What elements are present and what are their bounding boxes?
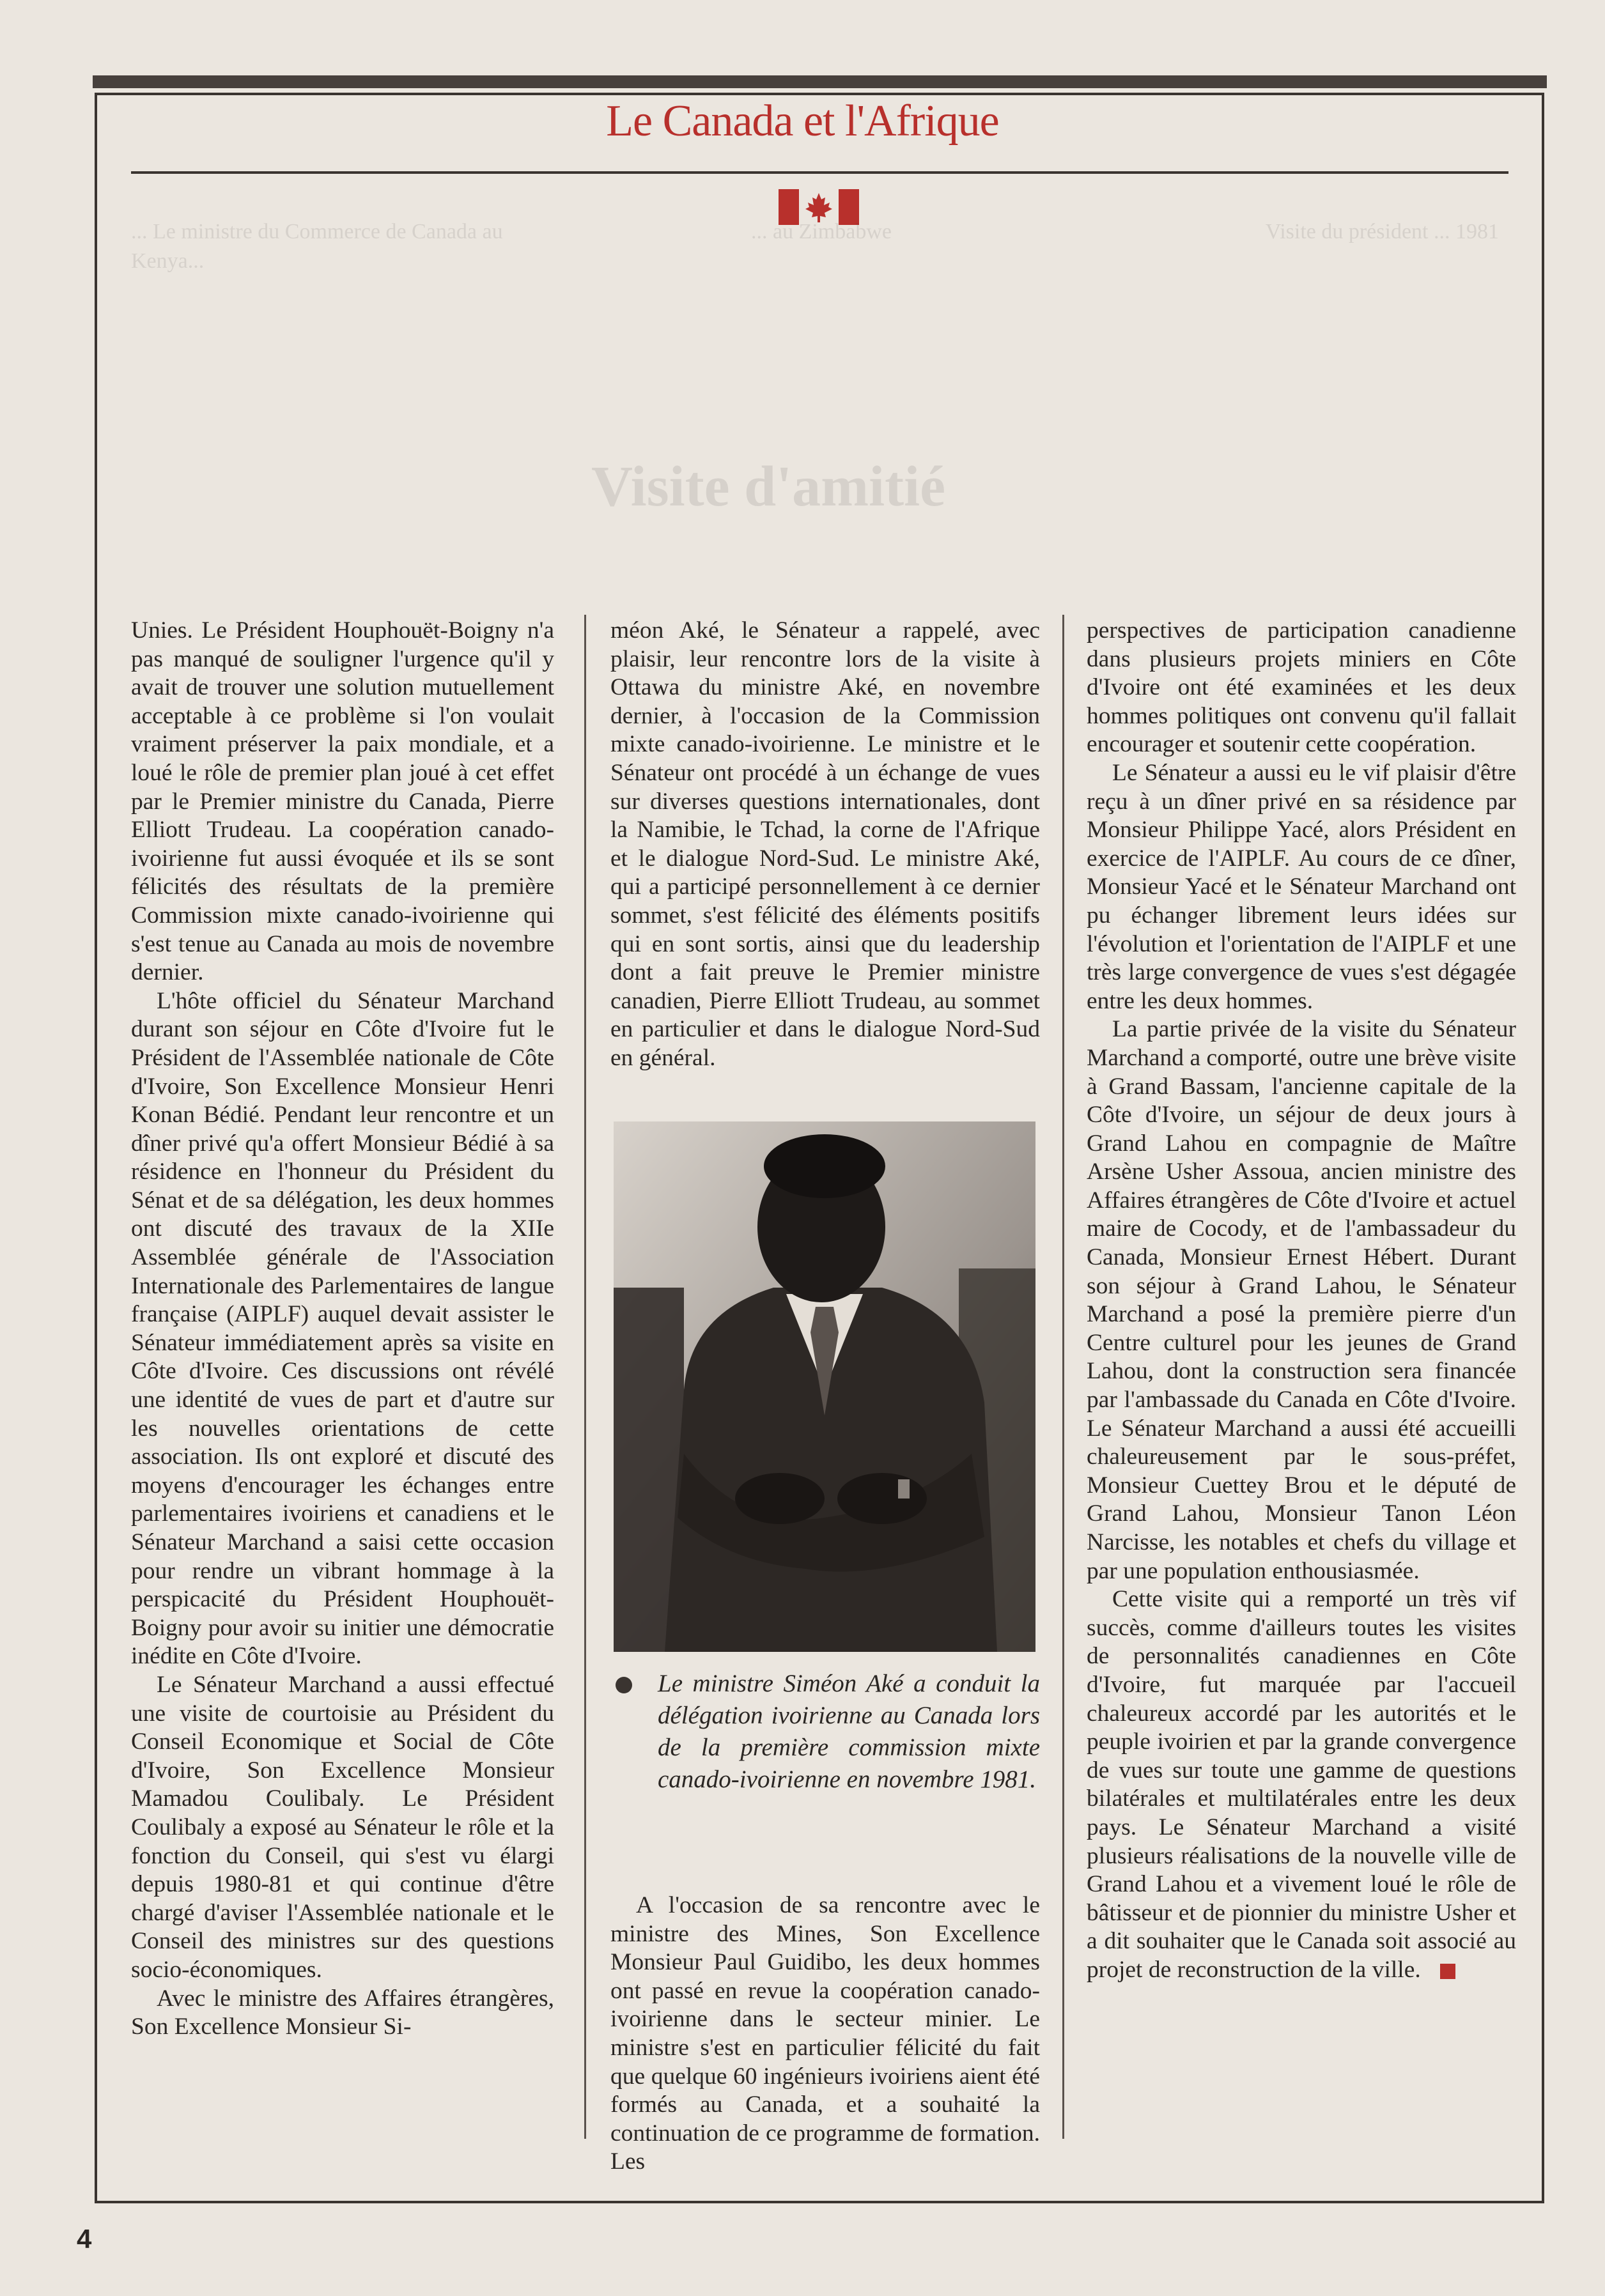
article-column-2-continued [610, 1892, 1040, 2177]
article-column-2 [610, 617, 1040, 1073]
article-column-1 [131, 617, 554, 2042]
portrait-photo [614, 1121, 1035, 1652]
photo-caption [610, 1668, 1040, 1796]
bleed-heading-center: ... au Zimbabwe [751, 220, 892, 243]
paragraph: La partie privée de la visite du Sénateur Marchand a comporté, outre une brève visite à Grand Bassam, l'ancienne capitale de la Côte d'Ivoire, un séjour de deux jours à Grand Lahou en compagnie de Maître Arsène Usher Assoua, ancien ministre des Affaires étrangères de Côte d'Ivoire et actuel maire de Cocody, et de l'ambassadeur du Canada, Monsieur Ernest Hébert. Durant son séjour à Grand Lahou, le Sénateur Marchand a posé la première pierre d'un Centre culturel pour les jeunes de Grand Lahou, dont la construction sera financée par l'ambassade du Canada en Côte d'Ivoire. Le Sénateur Marchand a aussi été accueilli chaleureusement par le sous-préfet, Monsieur Cuettey Brou et le député de Grand Lahou, Monsieur Tanon Léon Narcisse, les notables et chefs du village et par une population enthousiasmée. [1087, 1016, 1516, 1584]
bleed-title: Visite d'amitié [591, 455, 946, 518]
paragraph: Le Sénateur Marchand a aussi effectué une visite de courtoisie au Président du Conseil Economique et Social de Côte d'Ivoire, Son Excellence Monsieur Mamadou Coulibaly. Le Président Coulibaly a exposé au Sénateur le rôle et la fonction du Conseil, qui s'est vu élargi depuis 1980-81 et qui continue d'être chargé d'aviser l'Assemblée nationale et le Conseil des ministres sur des questions socio-économiques. [131, 1671, 554, 1983]
page-number: 4 [77, 2224, 92, 2254]
column-divider-left [584, 615, 586, 2139]
end-of-article-icon [1440, 1964, 1455, 1979]
column-divider-right [1062, 615, 1064, 2139]
final-paragraph-text: Cette visite qui a remporté un très vif succès, comme d'ailleurs toutes les visites de personnalités canadiennes en Côte d'Ivoire, fut marquée par l'accueil chaleureux accordé par les autorités et le peuple ivoirien et par la grande convergence de vues sur toute une gamme de questions bilatérales et multilatérales entre les deux pays. Le Sénateur Marchand a visité plusieurs réalisations de la nouvelle ville de Grand Lahou et a vivement loué le rôle de bâtisseur et de pionnier du ministre Usher et a dit souhaiter que le Canada soit associé au projet de reconstruction de la ville. [1087, 1586, 1516, 1983]
portrait-image [614, 1121, 1035, 1652]
top-border-bar [93, 75, 1547, 88]
paragraph: méon Aké, le Sénateur a rappelé, avec plaisir, leur rencontre lors de la visite à Ottawa du ministre Aké, en novembre dernier, à l'occasion de la Commission mixte canado-ivoirienne. Le ministre et le Sénateur ont procédé à un échange de vues sur diverses questions internationales, dont la Namibie, le Tchad, la corne de l'Afrique et le dialogue Nord-Sud. Le ministre Aké, qui a participé personnellement à ce dernier sommet, s'est félicité des éléments positifs qui en sont sortis, ainsi que du leadership dont a fait preuve le Premier ministre canadien, Pierre Elliott Trudeau, au sommet en particulier et dans le dialogue Nord-Sud en général. [610, 617, 1040, 1071]
paragraph: L'hôte officiel du Sénateur Marchand durant son séjour en Côte d'Ivoire fut le Président de l'Assemblée nationale de Côte d'Ivoire, Son Excellence Monsieur Henri Konan Bédié. Pendant leur rencontre et un dîner privé qu'a offert Monsieur Bédié à sa résidence en l'honneur du Président du Sénat et de sa délégation, les deux hommes ont discuté des travaux de la XIIe Assemblée générale de l'Association Internationale des Parlementaires de langue française (AIPLF) auquel devait assister le Sénateur immédiatement après sa visite en Côte d'Ivoire. Ces discussions ont révélé une identité de vues de part et d'autre sur les nouvelles orientations de cette association. Ils ont exploré et discuté des moyens d'encourager les échanges entre parlementaires ivoiriens et canadiens et le Sénateur Marchand a saisi cette occasion pour rendre un vibrant hommage à la perspicacité du Président Houphouët-Boigny pour avoir su initier une démocratie inédite en Côte d'Ivoire. [131, 987, 554, 1670]
paragraph: Avec le ministre des Affaires étrangères, Son Excellence Monsieur Si- [131, 1985, 554, 2040]
section-title: Le Canada et l'Afrique [606, 96, 999, 146]
bleed-heading-left: ... Le ministre du Commerce de Canada au Kenya... [131, 220, 503, 273]
canada-flag-icon [779, 189, 859, 225]
caption-text: Le ministre Siméon Aké a conduit la délégation ivoirienne au Canada lors de la première commission mixte canado-ivoirienne en novembre 1981. [658, 1670, 1040, 1793]
bleed-heading-right: Visite du président ... 1981 [1265, 220, 1499, 243]
caption-bullet-icon [616, 1677, 632, 1693]
header-rule [131, 171, 1508, 174]
paragraph [1087, 1585, 1516, 1984]
paragraph: A l'occasion de sa rencontre avec le ministre des Mines, Son Excellence Monsieur Paul Guidibo, les deux hommes ont passé en revue la coopération canado-ivoirienne dans le secteur minier. Le ministre s'est en particulier félicité du fait que quelque 60 ingénieurs ivoiriens aient été formés au Canada, et a souhaité la continuation de ce programme de formation. Les [610, 1892, 1040, 2175]
article-column-3 [1087, 617, 1516, 1985]
paragraph: Le Sénateur a aussi eu le vif plaisir d'être reçu à un dîner privé en sa résidence par Monsieur Philippe Yacé, alors Président en exercice de l'AIPLF. Au cours de ce dîner, Monsieur Yacé et le Sénateur Marchand ont pu échanger librement leurs idées sur l'évolution et l'orientation de l'AIPLF et une très large convergence de vues s'est dégagée entre les deux hommes. [1087, 759, 1516, 1014]
paragraph: perspectives de participation canadienne dans plusieurs projets miniers en Côte d'Ivoire ont été examinées et les deux hommes politiques ont convenu qu'il fallait encourager et soutenir cette coopération. [1087, 617, 1516, 758]
paragraph: Unies. Le Président Houphouët-Boigny n'a pas manqué de souligner l'urgence qu'il y avait de trouver une solution mutuellement acceptable à ce problème si l'on voulait vraiment préserver la paix mondiale, et a loué le rôle de premier plan joué à cet effet par le Premier ministre du Canada, Pierre Elliott Trudeau. La coopération canado-ivoirienne fut aussi évoquée et ils se sont félicités des résultats de la première Commission mixte canado-ivoirienne qui s'est tenue au Canada au mois de novembre dernier. [131, 617, 554, 986]
